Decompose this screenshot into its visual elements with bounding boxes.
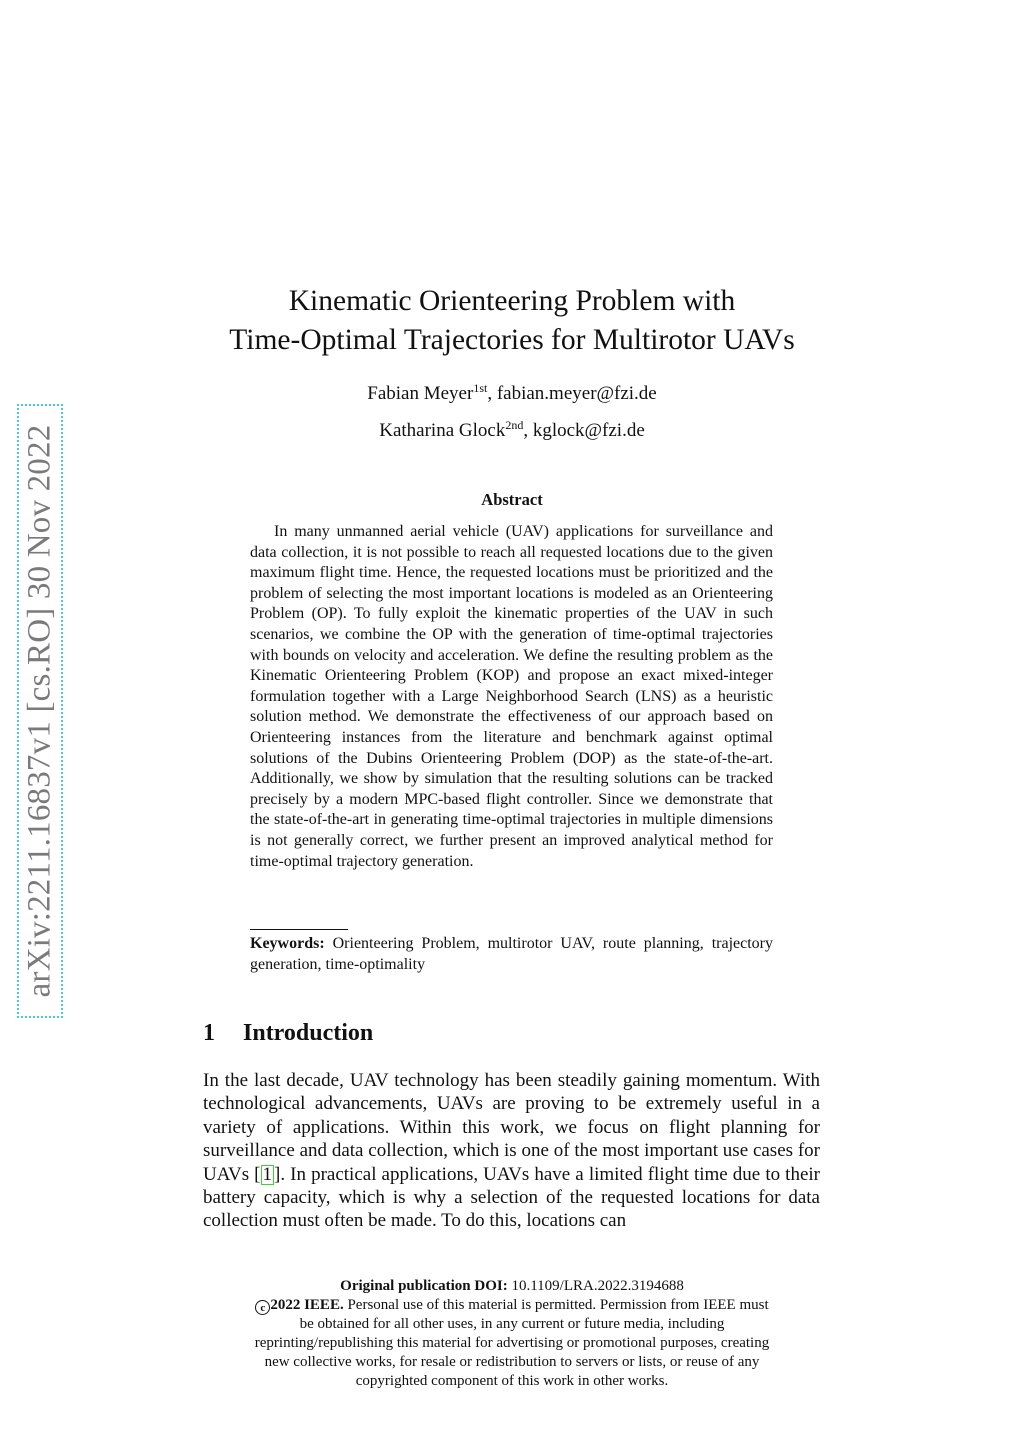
keywords [250, 933, 773, 975]
doi-value: 10.1109/LRA.2022.3194688 [507, 1278, 684, 1294]
author-2-email: , kglock@fzi.de [523, 420, 645, 441]
doi-label: Original publication DOI: [340, 1278, 508, 1294]
keywords-text: Orienteering Problem, multirotor UAV, route planning, trajectory generation, time-optimality [250, 935, 773, 973]
author-1-email: , fabian.meyer@fzi.de [487, 383, 657, 404]
paper-title-line-2: Time-Optimal Trajectories for Multirotor UAVs [229, 324, 795, 356]
section-heading [203, 1020, 373, 1047]
paper-title-line-1: Kinematic Orienteering Problem with [288, 285, 736, 317]
footer-line-4: reprinting/republishing this material for advertising or promotional purposes, creating [254, 1335, 770, 1351]
footer-copyright-line [0, 1296, 1024, 1315]
footer-line-3: be obtained for all other uses, in any current or future media, including [299, 1316, 725, 1332]
keywords-label: Keywords: [250, 935, 325, 952]
footer-line-5: new collective works, for resale or redistribution to servers or lists, or reuse of any [264, 1354, 760, 1370]
paper-title [0, 282, 1024, 360]
author-1-name: Fabian Meyer [367, 383, 474, 404]
author-2-name: Katharina Glock [379, 420, 506, 441]
publication-footer [0, 1277, 1024, 1391]
arxiv-identifier-text: arXiv:2211.16837v1 [cs.RO] 30 Nov 2022 [21, 424, 58, 998]
author-2 [0, 420, 1024, 442]
author-1 [0, 383, 1024, 405]
copyright-text: Personal use of this material is permitted. Permission from IEEE must [343, 1297, 769, 1313]
author-1-affiliation-mark: 1st [473, 381, 488, 395]
introduction-paragraph [203, 1069, 820, 1233]
intro-text-after-citation: ]. In practical applications, UAVs have a limited flight time due to their battery capacity, which is why a selection of the requested locations for data collection must often be made. To do this, locations can [203, 1163, 820, 1232]
abstract-text: In many unmanned aerial vehicle (UAV) applications for surveillance and data collection, it is not possible to reach all requested locations due to the given maximum flight time. Hence, the requested locations must be prioritized and the problem of selecting the most important locations is modeled as an Orienteering Problem (OP). To fully exploit the kinematic properties of the UAV in such scenarios, we combine the OP with the generation of time-optimal trajectories with bounds on velocity and acceleration. We define the resulting problem as the Kinematic Orienteering Problem (KOP) and propose an exact mixed-integer formulation together with a Large Neighborhood Search (LNS) as a heuristic solution method. We demonstrate the effectiveness of our approach based on Orienteering instances from the literature and benchmark against optimal solutions of the Dubins Orienteering Problem (DOP) as the state-of-the-art. Additionally, we show by simulation that the resulting solutions can be tracked precisely by a modern MPC-based flight controller. Since we demonstrate that the state-of-the-art in generating time-optimal trajectories in multiple dimensions is not generally correct, we further present an improved analytical method for time-optimal trajectory generation. [250, 523, 773, 870]
copyright-icon: c [255, 1300, 270, 1315]
footer-line-6: copyrighted component of this work in other works. [355, 1373, 669, 1389]
section-number: 1 [203, 1020, 215, 1046]
copyright-label: 2022 IEEE. [270, 1297, 344, 1313]
footer-doi-line [0, 1277, 1024, 1296]
keywords-divider [250, 929, 348, 930]
citation-link[interactable]: 1 [262, 1163, 273, 1185]
intro-text-before-citation: In the last decade, UAV technology has been steadily gaining momentum. With technological advancements, UAVs are proving to be extremely useful in a variety of applications. Within this work, we focus on flight planning for surveillance and data collection, which is one of the most important use cases for UAVs [ [203, 1070, 820, 1185]
section-title: Introduction [243, 1020, 374, 1046]
author-2-affiliation-mark: 2nd [505, 418, 524, 432]
abstract-heading: Abstract [481, 490, 543, 509]
